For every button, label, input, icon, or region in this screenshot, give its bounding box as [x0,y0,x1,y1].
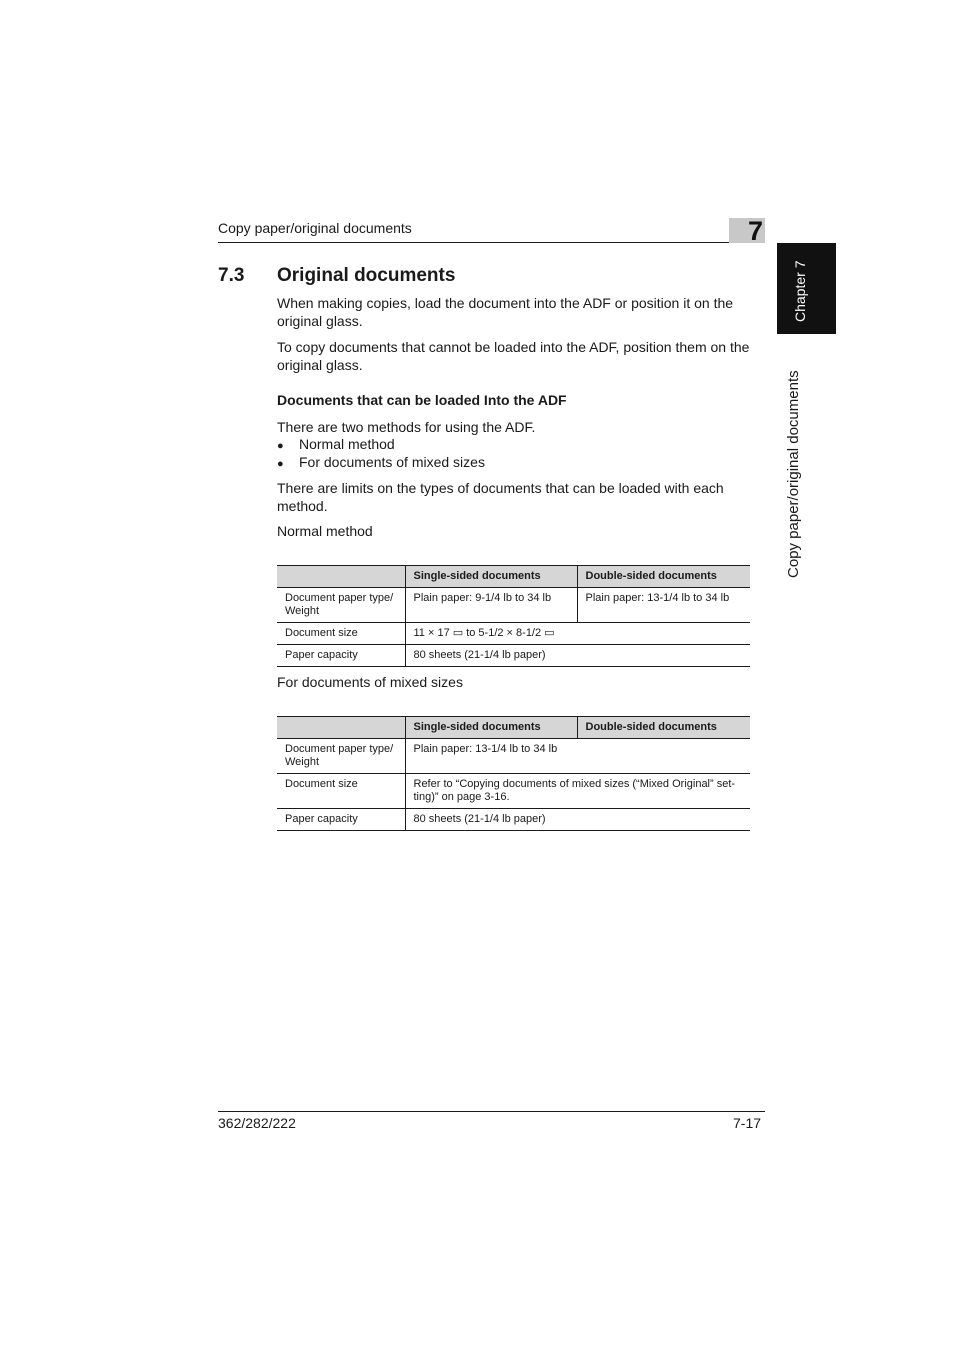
table-header-cell: Single-sided documents [405,717,577,739]
bullet-icon: ● [277,458,284,470]
side-tab-chapter-label: Chapter 7 [792,260,808,322]
footer-rule [218,1111,765,1112]
subsection-heading: Documents that can be loaded Into the ADF [277,392,567,408]
footer-model-number: 362/282/222 [218,1115,296,1131]
bullet-icon: ● [277,440,284,452]
intro-paragraph: When making copies, load the document into the ADF or position it on the original glass. [277,295,734,329]
table-cell: Document size [277,623,405,645]
table-cell: Plain paper: 13-1/4 lb to 34 lb [405,739,750,774]
footer-page-number: 7-17 [733,1115,762,1131]
running-header-title: Copy paper/original documents [218,220,412,236]
table-cell: Document paper type/ Weight [277,588,405,623]
table-row [277,739,750,774]
table-row [277,809,750,831]
table-cell: 80 sheets (21-1/4 lb paper) [405,809,750,831]
normal-method-label: Normal method [277,523,373,539]
section-title: Original documents [277,265,456,286]
header-rule [218,242,765,243]
list-item-label: Normal method [299,436,395,452]
mixed-sizes-table [277,716,750,831]
table-cell: Paper capacity [277,809,405,831]
table-row [277,645,750,667]
list-item [277,436,395,456]
table-row [277,588,750,623]
table-header-cell: Single-sided documents [405,566,577,588]
side-tab-section-label: Copy paper/original documents [785,370,802,578]
table-cell: 11 × 17 ▭ to 5-1/2 × 8-1/2 ▭ [405,623,750,645]
table-cell: Refer to “Copying documents of mixed sizes (“Mixed Original” set- ting)” on page 3-16. [405,774,750,809]
table-header-row [277,717,750,739]
section-number: 7.3 [218,265,245,286]
table-cell: 80 sheets (21-1/4 lb paper) [405,645,750,667]
original-glass-paragraph: To copy documents that cannot be loaded into the ADF, position them on the original glass. [277,339,750,373]
mixed-sizes-label: For documents of mixed sizes [277,674,463,690]
table-row [277,623,750,645]
table-cell: Paper capacity [277,645,405,667]
list-item-label: For documents of mixed sizes [299,454,485,470]
table-header-cell [277,566,405,588]
table-cell: Plain paper: 13-1/4 lb to 34 lb [577,588,750,623]
table-cell: Plain paper: 9-1/4 lb to 34 lb [405,588,577,623]
limits-paragraph: There are limits on the types of documents that can be loaded with each method. [277,480,724,514]
list-item [277,454,485,474]
table-header-cell: Double-sided documents [577,566,750,588]
table-cell: Document paper type/ Weight [277,739,405,774]
table-header-cell: Double-sided documents [577,717,750,739]
table-header-row [277,566,750,588]
chapter-number: 7 [748,216,764,246]
table-row [277,774,750,809]
table-header-cell [277,717,405,739]
normal-method-table [277,565,750,667]
table-cell: Document size [277,774,405,809]
methods-paragraph: There are two methods for using the ADF. [277,419,536,435]
